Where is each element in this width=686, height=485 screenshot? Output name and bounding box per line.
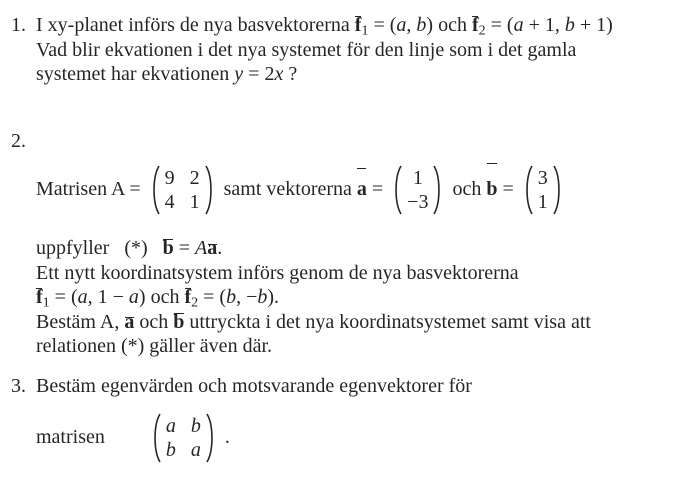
text-segment: 1 [42, 295, 50, 311]
text-segment: + 1, [523, 14, 565, 36]
text-segment: b [226, 286, 237, 309]
problem-2-line-1 [36, 236, 591, 261]
matrix-cell: a [190, 439, 201, 462]
text-segment: Ett nytt koordinatsystem införs genom de nya basvektorerna [36, 261, 519, 284]
text-segment: = [173, 237, 196, 259]
text-segment: = ( [198, 286, 227, 309]
problem-2-number: 2. [11, 130, 26, 152]
text-segment: ) och [426, 14, 472, 36]
problem-1-number: 1. [11, 14, 26, 36]
text-segment: systemet har ekvationen [36, 63, 235, 86]
text-segment: . [224, 426, 230, 448]
problem-2-matrix-equation [36, 160, 567, 218]
text-segment: a [124, 310, 135, 333]
text-segment: relationen (*) gäller även där. [36, 335, 272, 358]
matrix-cell: b [165, 439, 176, 462]
matrix-cell: 4 [164, 191, 175, 214]
matrix-grid [161, 166, 204, 214]
text-segment: b [173, 310, 185, 333]
matrix-grid [534, 166, 552, 214]
problem-1-text [36, 13, 613, 87]
text-segment: x [274, 63, 284, 86]
problem-3-number: 3. [11, 375, 26, 397]
problem-2-text [36, 236, 591, 359]
matrix-grid [162, 414, 205, 462]
matrix-paren-left [522, 164, 534, 216]
text-segment: b [416, 14, 427, 36]
matrix [391, 164, 444, 216]
problem-2-line-2 [36, 261, 591, 286]
text-segment: y [234, 63, 244, 86]
matrix [149, 164, 216, 216]
matrix-cell: 2 [189, 167, 200, 190]
matrix-paren-left [391, 164, 403, 216]
text-segment: b [486, 160, 497, 218]
text-segment: a [513, 14, 524, 36]
text-segment: , [406, 14, 417, 36]
text-segment: Bestäm egenvärden och motsvarande egenvektorer för [36, 375, 472, 397]
spacer [105, 442, 147, 443]
text-segment: I xy-planet införs de nya basvektorerna [36, 14, 355, 36]
matrix-cell: 1 [537, 191, 548, 214]
problem-2-line-5 [36, 334, 591, 359]
matrix [522, 164, 564, 216]
text-segment: matrisen [36, 426, 105, 448]
matrix-paren-right [205, 412, 217, 464]
text-segment: = ( [485, 14, 514, 36]
matrix-cell: −3 [407, 191, 429, 214]
text-segment: b [564, 14, 575, 36]
text-segment: samt vektorerna [218, 178, 357, 200]
text-segment: f [184, 286, 192, 309]
text-segment: a [77, 286, 88, 309]
text-segment: = ( [368, 14, 397, 36]
text-segment: Bestäm A, [36, 310, 125, 333]
matrix-paren-right [552, 164, 564, 216]
matrix-cell: b [190, 415, 201, 438]
text-segment: A [195, 237, 208, 259]
text-segment: f [354, 14, 362, 36]
text-segment: 1 [361, 23, 369, 39]
text-segment: (*) [124, 237, 148, 259]
text-segment: 2 [478, 23, 486, 39]
matrix-paren-left [149, 164, 161, 216]
text-segment: a [128, 286, 139, 309]
text-segment: a [357, 160, 367, 218]
text-segment: = [497, 178, 519, 200]
problem-2-line-4 [36, 310, 591, 335]
text-segment: uttryckta i det nya koordinatsystemet samt visa att [184, 310, 591, 333]
text-segment: b [257, 286, 268, 309]
matrix-cell: 3 [537, 167, 548, 190]
text-segment: = ( [49, 286, 78, 309]
text-segment: = 2 [243, 63, 275, 86]
text-segment: 2 [191, 295, 199, 311]
text-segment: och [447, 178, 487, 200]
text-segment: ? [283, 63, 298, 86]
matrix [150, 412, 217, 464]
matrix-cell: 1 [412, 167, 423, 190]
text-segment: Matrisen A = [36, 178, 146, 200]
text-segment: och [134, 310, 174, 333]
matrix-paren-right [432, 164, 444, 216]
text-segment: a [396, 14, 407, 36]
matrix-cell: 1 [189, 191, 200, 214]
text-segment: , − [236, 286, 258, 309]
text-segment: Vad blir ekvationen i det nya systemet för den linje som i det gamla [36, 38, 577, 61]
matrix-grid [403, 166, 432, 214]
text-segment: = [366, 178, 389, 200]
text-segment: + 1) [574, 14, 613, 36]
text-segment: f [36, 286, 43, 309]
text-segment: a [207, 237, 218, 259]
text-segment: f [471, 14, 479, 36]
matrix-cell: 9 [164, 167, 175, 190]
text-segment: ) och [138, 286, 185, 309]
spacer [109, 253, 124, 254]
spacer [148, 253, 163, 254]
problem-1-line-2 [36, 38, 613, 63]
text-segment: uppfyller [36, 237, 110, 259]
text-segment: , 1 − [87, 286, 129, 309]
problem-3-line-1 [36, 374, 472, 399]
problem-1-line-3 [36, 62, 613, 87]
matrix-cell: a [165, 415, 176, 438]
text-segment: . [217, 237, 223, 259]
problem-1-line-1 [36, 13, 613, 38]
problem-3-matrix-equation [36, 410, 230, 464]
matrix-paren-right [204, 164, 216, 216]
matrix-paren-left [150, 412, 162, 464]
text-segment: ). [267, 286, 280, 309]
problem-2-line-3 [36, 285, 591, 310]
text-segment: b [162, 237, 174, 259]
